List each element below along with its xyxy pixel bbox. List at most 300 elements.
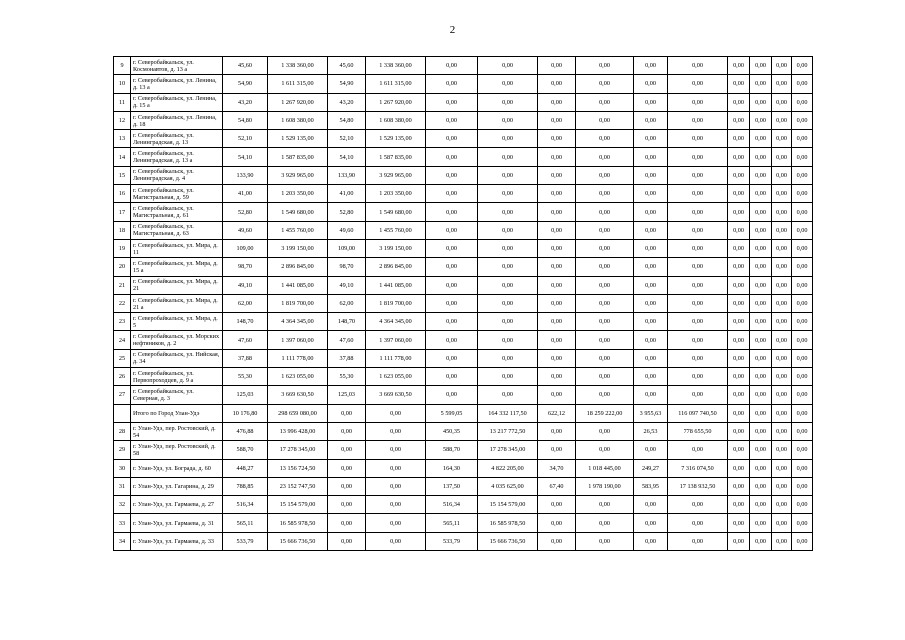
value-cell: 0,00 [772, 294, 792, 312]
value-cell: 1 397 060,00 [366, 331, 426, 349]
value-cell: 16 585 978,50 [268, 514, 328, 532]
value-cell: 1 111 778,00 [268, 349, 328, 367]
value-cell: 0,00 [538, 57, 576, 75]
value-cell: 54,10 [328, 148, 366, 166]
value-cell: 4 822 205,00 [478, 459, 538, 477]
value-cell: 0,00 [576, 166, 634, 184]
value-cell: 15 154 579,00 [268, 496, 328, 514]
value-cell: 3 199 150,00 [268, 239, 328, 257]
total-row [114, 404, 813, 422]
value-cell: 583,95 [634, 477, 668, 495]
value-cell: 0,00 [772, 331, 792, 349]
value-cell: 0,00 [328, 404, 366, 422]
row-number-cell [114, 404, 131, 422]
value-cell: 0,00 [668, 294, 728, 312]
table-row [114, 93, 813, 111]
row-number-cell: 19 [114, 239, 131, 257]
address-cell: г. Улан-Удэ, пер. Ростовский, д. 58 [131, 441, 223, 459]
value-cell: 1 018 445,00 [576, 459, 634, 477]
value-cell: 476,88 [223, 422, 268, 440]
value-cell: 0,00 [668, 276, 728, 294]
value-cell: 0,00 [728, 422, 750, 440]
value-cell: 133,90 [223, 166, 268, 184]
value-cell: 0,00 [538, 239, 576, 257]
value-cell: 0,00 [328, 477, 366, 495]
value-cell: 0,00 [538, 111, 576, 129]
value-cell: 0,00 [750, 349, 772, 367]
value-cell: 0,00 [328, 514, 366, 532]
table-row [114, 331, 813, 349]
value-cell: 0,00 [668, 221, 728, 239]
address-cell: г. Северобайкальск, ул. Мира, д. 21 [131, 276, 223, 294]
address-cell: г. Северобайкальск, ул. Мира, д. 21 а [131, 294, 223, 312]
address-cell: г. Улан-Удэ, ул. Гармаева, д. 31 [131, 514, 223, 532]
value-cell: 0,00 [478, 166, 538, 184]
table-row [114, 57, 813, 75]
value-cell: 0,00 [634, 386, 668, 404]
value-cell: 1 608 380,00 [268, 111, 328, 129]
value-cell: 0,00 [478, 276, 538, 294]
address-cell: г. Северобайкальск, ул. Мира, д. 15 а [131, 258, 223, 276]
value-cell: 0,00 [750, 477, 772, 495]
value-cell: 0,00 [772, 404, 792, 422]
value-cell: 1 549 680,00 [268, 203, 328, 221]
value-cell: 0,00 [668, 239, 728, 257]
value-cell: 62,00 [328, 294, 366, 312]
value-cell: 0,00 [634, 111, 668, 129]
address-cell: г. Улан-Удэ, пер. Ростовский, д. 54 [131, 422, 223, 440]
value-cell: 49,60 [223, 221, 268, 239]
value-cell: 0,00 [792, 441, 813, 459]
value-cell: 0,00 [728, 404, 750, 422]
row-number-cell: 11 [114, 93, 131, 111]
value-cell: 0,00 [366, 441, 426, 459]
value-cell: 0,00 [792, 496, 813, 514]
value-cell: 0,00 [328, 459, 366, 477]
value-cell: 26,53 [634, 422, 668, 440]
value-cell: 0,00 [538, 203, 576, 221]
value-cell: 109,00 [328, 239, 366, 257]
value-cell: 0,00 [772, 422, 792, 440]
value-cell: 0,00 [792, 185, 813, 203]
value-cell: 0,00 [576, 386, 634, 404]
value-cell: 0,00 [772, 276, 792, 294]
address-cell: г. Северобайкальск, ул. Ленинградская, д. 4 [131, 166, 223, 184]
value-cell: 0,00 [772, 93, 792, 111]
value-cell: 0,00 [634, 203, 668, 221]
value-cell: 0,00 [792, 258, 813, 276]
row-number-cell: 30 [114, 459, 131, 477]
value-cell: 0,00 [728, 331, 750, 349]
value-cell: 0,00 [792, 148, 813, 166]
value-cell: 1 455 760,00 [366, 221, 426, 239]
value-cell: 17 278 345,00 [478, 441, 538, 459]
value-cell: 0,00 [538, 422, 576, 440]
value-cell: 0,00 [576, 532, 634, 550]
value-cell: 0,00 [576, 57, 634, 75]
value-cell: 0,00 [538, 532, 576, 550]
value-cell: 0,00 [772, 258, 792, 276]
value-cell: 0,00 [328, 441, 366, 459]
address-cell: г. Северобайкальск, ул. Ленинградская, д. 13 а [131, 148, 223, 166]
value-cell: 0,00 [576, 258, 634, 276]
value-cell: 3 929 965,00 [366, 166, 426, 184]
value-cell: 1 267 920,00 [268, 93, 328, 111]
value-cell: 0,00 [728, 349, 750, 367]
value-cell: 0,00 [426, 239, 478, 257]
value-cell: 23 152 747,50 [268, 477, 328, 495]
row-number-cell: 10 [114, 75, 131, 93]
value-cell: 0,00 [772, 459, 792, 477]
value-cell: 0,00 [426, 386, 478, 404]
value-cell: 0,00 [538, 276, 576, 294]
table-row [114, 203, 813, 221]
value-cell: 41,00 [223, 185, 268, 203]
value-cell: 0,00 [668, 258, 728, 276]
address-cell: г. Северобайкальск, ул. Первопроходцев, д. 9 а [131, 368, 223, 386]
value-cell: 565,11 [426, 514, 478, 532]
value-cell: 0,00 [426, 75, 478, 93]
value-cell: 0,00 [576, 496, 634, 514]
value-cell: 0,00 [634, 130, 668, 148]
value-cell: 0,00 [728, 57, 750, 75]
table-row [114, 294, 813, 312]
value-cell: 1 549 680,00 [366, 203, 426, 221]
value-cell: 1 111 778,00 [366, 349, 426, 367]
value-cell: 0,00 [634, 166, 668, 184]
value-cell: 0,00 [750, 404, 772, 422]
value-cell: 0,00 [668, 130, 728, 148]
value-cell: 0,00 [426, 57, 478, 75]
value-cell: 0,00 [538, 331, 576, 349]
value-cell: 0,00 [426, 148, 478, 166]
value-cell: 0,00 [728, 221, 750, 239]
value-cell: 1 338 360,00 [268, 57, 328, 75]
value-cell: 0,00 [728, 441, 750, 459]
value-cell: 0,00 [750, 75, 772, 93]
value-cell: 0,00 [750, 130, 772, 148]
value-cell: 1 819 700,00 [268, 294, 328, 312]
value-cell: 0,00 [538, 130, 576, 148]
value-cell: 0,00 [750, 166, 772, 184]
value-cell: 0,00 [750, 532, 772, 550]
value-cell: 54,90 [328, 75, 366, 93]
value-cell: 18 259 222,00 [576, 404, 634, 422]
address-cell: г. Северобайкальск, ул. Морских нефтяников, д. 2 [131, 331, 223, 349]
value-cell: 1 441 085,00 [366, 276, 426, 294]
value-cell: 62,00 [223, 294, 268, 312]
value-cell: 1 819 700,00 [366, 294, 426, 312]
value-cell: 13 156 724,50 [268, 459, 328, 477]
value-cell: 0,00 [634, 331, 668, 349]
value-cell: 1 529 135,00 [268, 130, 328, 148]
value-cell: 0,00 [792, 386, 813, 404]
value-cell: 0,00 [792, 294, 813, 312]
value-cell: 0,00 [634, 441, 668, 459]
address-cell: г. Улан-Удэ, ул. Гармаева, д. 27 [131, 496, 223, 514]
value-cell: 0,00 [478, 239, 538, 257]
row-number-cell: 23 [114, 313, 131, 331]
value-cell: 0,00 [728, 258, 750, 276]
value-cell: 1 978 190,00 [576, 477, 634, 495]
value-cell: 0,00 [750, 331, 772, 349]
value-cell: 0,00 [366, 532, 426, 550]
value-cell: 0,00 [668, 57, 728, 75]
row-number-cell: 15 [114, 166, 131, 184]
value-cell: 15 666 736,50 [478, 532, 538, 550]
value-cell: 0,00 [728, 532, 750, 550]
value-cell: 0,00 [750, 258, 772, 276]
value-cell: 0,00 [668, 514, 728, 532]
value-cell: 0,00 [426, 313, 478, 331]
table-row [114, 111, 813, 129]
table-row [114, 313, 813, 331]
address-cell: г. Улан-Удэ, ул. Гармаева, д. 33 [131, 532, 223, 550]
row-number-cell: 27 [114, 386, 131, 404]
value-cell: 0,00 [576, 111, 634, 129]
table-row [114, 239, 813, 257]
value-cell: 3 929 965,00 [268, 166, 328, 184]
value-cell: 450,35 [426, 422, 478, 440]
value-cell: 1 267 920,00 [366, 93, 426, 111]
value-cell: 17 278 345,00 [268, 441, 328, 459]
value-cell: 10 176,80 [223, 404, 268, 422]
value-cell: 45,60 [223, 57, 268, 75]
value-cell: 0,00 [634, 368, 668, 386]
value-cell: 52,10 [223, 130, 268, 148]
row-number-cell: 29 [114, 441, 131, 459]
value-cell: 0,00 [328, 422, 366, 440]
value-cell: 0,00 [538, 368, 576, 386]
value-cell: 0,00 [576, 130, 634, 148]
value-cell: 0,00 [478, 57, 538, 75]
value-cell: 0,00 [634, 239, 668, 257]
value-cell: 0,00 [728, 368, 750, 386]
value-cell: 0,00 [478, 368, 538, 386]
address-cell: г. Северобайкальск, ул. Ленина, д. 13 а [131, 75, 223, 93]
value-cell: 0,00 [576, 239, 634, 257]
value-cell: 133,90 [328, 166, 366, 184]
value-cell: 0,00 [750, 239, 772, 257]
table-row [114, 386, 813, 404]
value-cell: 0,00 [426, 368, 478, 386]
value-cell: 0,00 [576, 441, 634, 459]
value-cell: 0,00 [634, 57, 668, 75]
value-cell: 0,00 [478, 386, 538, 404]
value-cell: 0,00 [668, 441, 728, 459]
value-cell: 0,00 [792, 514, 813, 532]
value-cell: 164,30 [426, 459, 478, 477]
value-cell: 0,00 [366, 459, 426, 477]
value-cell: 1 611 315,00 [366, 75, 426, 93]
value-cell: 52,10 [328, 130, 366, 148]
row-number-cell: 22 [114, 294, 131, 312]
value-cell: 0,00 [426, 221, 478, 239]
value-cell: 43,20 [328, 93, 366, 111]
value-cell: 47,60 [223, 331, 268, 349]
value-cell: 0,00 [728, 185, 750, 203]
value-cell: 0,00 [792, 331, 813, 349]
value-cell: 0,00 [634, 75, 668, 93]
value-cell: 0,00 [728, 148, 750, 166]
value-cell: 2 896 845,00 [366, 258, 426, 276]
value-cell: 0,00 [634, 349, 668, 367]
value-cell: 0,00 [772, 148, 792, 166]
value-cell: 98,70 [328, 258, 366, 276]
value-cell: 1 587 835,00 [366, 148, 426, 166]
value-cell: 0,00 [750, 496, 772, 514]
value-cell: 0,00 [728, 130, 750, 148]
value-cell: 0,00 [792, 75, 813, 93]
address-cell: г. Северобайкальск, ул. Северная, д. 3 [131, 386, 223, 404]
address-cell: г. Северобайкальск, ул. Мира, д. 5 [131, 313, 223, 331]
value-cell: 0,00 [668, 75, 728, 93]
value-cell: 0,00 [750, 459, 772, 477]
value-cell: 0,00 [366, 514, 426, 532]
value-cell: 516,34 [223, 496, 268, 514]
value-cell: 0,00 [538, 75, 576, 93]
value-cell: 0,00 [792, 276, 813, 294]
value-cell: 0,00 [478, 331, 538, 349]
value-cell: 0,00 [576, 276, 634, 294]
value-cell: 54,90 [223, 75, 268, 93]
value-cell: 13 996 428,00 [268, 422, 328, 440]
value-cell: 0,00 [750, 294, 772, 312]
value-cell: 0,00 [426, 203, 478, 221]
table-row [114, 477, 813, 495]
table-row [114, 130, 813, 148]
row-number-cell: 21 [114, 276, 131, 294]
value-cell: 0,00 [668, 313, 728, 331]
value-cell: 0,00 [792, 221, 813, 239]
value-cell: 1 203 350,00 [268, 185, 328, 203]
value-cell: 1 623 055,00 [268, 368, 328, 386]
value-cell: 54,10 [223, 148, 268, 166]
value-cell: 0,00 [426, 294, 478, 312]
value-cell: 0,00 [772, 130, 792, 148]
address-cell: г. Северобайкальск, ул. Ленина, д. 18 [131, 111, 223, 129]
value-cell: 0,00 [772, 221, 792, 239]
value-cell: 0,00 [750, 313, 772, 331]
value-cell: 7 316 074,50 [668, 459, 728, 477]
value-cell: 0,00 [576, 148, 634, 166]
value-cell: 0,00 [576, 185, 634, 203]
value-cell: 0,00 [728, 459, 750, 477]
value-cell: 0,00 [772, 313, 792, 331]
value-cell: 0,00 [750, 148, 772, 166]
value-cell: 0,00 [538, 514, 576, 532]
value-cell: 137,50 [426, 477, 478, 495]
value-cell: 41,00 [328, 185, 366, 203]
value-cell: 1 611 315,00 [268, 75, 328, 93]
value-cell: 0,00 [772, 477, 792, 495]
row-number-cell: 17 [114, 203, 131, 221]
value-cell: 0,00 [728, 514, 750, 532]
row-number-cell: 26 [114, 368, 131, 386]
value-cell: 109,00 [223, 239, 268, 257]
value-cell: 0,00 [728, 294, 750, 312]
value-cell: 0,00 [478, 313, 538, 331]
page-number: 2 [449, 24, 456, 36]
table-row [114, 532, 813, 550]
value-cell: 0,00 [772, 386, 792, 404]
value-cell: 0,00 [668, 331, 728, 349]
value-cell: 54,80 [223, 111, 268, 129]
value-cell: 0,00 [772, 203, 792, 221]
value-cell: 0,00 [728, 496, 750, 514]
value-cell: 0,00 [750, 514, 772, 532]
value-cell: 0,00 [538, 496, 576, 514]
value-cell: 0,00 [478, 203, 538, 221]
value-cell: 0,00 [426, 276, 478, 294]
value-cell: 0,00 [750, 441, 772, 459]
value-cell: 0,00 [576, 75, 634, 93]
row-number-cell: 18 [114, 221, 131, 239]
value-cell: 622,12 [538, 404, 576, 422]
value-cell: 0,00 [792, 459, 813, 477]
value-cell: 15 666 736,50 [268, 532, 328, 550]
value-cell: 0,00 [668, 386, 728, 404]
value-cell: 0,00 [792, 349, 813, 367]
row-number-cell: 24 [114, 331, 131, 349]
value-cell: 0,00 [750, 57, 772, 75]
value-cell: 4 364 345,00 [268, 313, 328, 331]
value-cell: 0,00 [478, 93, 538, 111]
value-cell: 0,00 [728, 203, 750, 221]
value-cell: 2 896 845,00 [268, 258, 328, 276]
row-number-cell: 12 [114, 111, 131, 129]
value-cell: 0,00 [728, 166, 750, 184]
value-cell: 0,00 [478, 294, 538, 312]
value-cell: 125,03 [328, 386, 366, 404]
table-row [114, 368, 813, 386]
value-cell: 0,00 [576, 331, 634, 349]
value-cell: 0,00 [668, 496, 728, 514]
value-cell: 0,00 [634, 532, 668, 550]
value-cell: 0,00 [478, 130, 538, 148]
address-cell: г. Северобайкальск, ул. Мира, д. 11 [131, 239, 223, 257]
value-cell: 778 655,50 [668, 422, 728, 440]
value-cell: 0,00 [728, 75, 750, 93]
value-cell: 0,00 [772, 441, 792, 459]
value-cell: 0,00 [538, 258, 576, 276]
value-cell: 55,30 [328, 368, 366, 386]
value-cell: 1 587 835,00 [268, 148, 328, 166]
value-cell: 0,00 [772, 57, 792, 75]
table-row [114, 441, 813, 459]
value-cell: 0,00 [772, 349, 792, 367]
row-number-cell: 16 [114, 185, 131, 203]
table-row [114, 514, 813, 532]
value-cell: 0,00 [772, 514, 792, 532]
value-cell: 3 669 630,50 [366, 386, 426, 404]
value-cell: 0,00 [668, 368, 728, 386]
value-cell: 125,03 [223, 386, 268, 404]
value-cell: 0,00 [576, 349, 634, 367]
value-cell: 4 035 625,00 [478, 477, 538, 495]
value-cell: 788,85 [223, 477, 268, 495]
value-cell: 0,00 [792, 477, 813, 495]
value-cell: 3 199 150,00 [366, 239, 426, 257]
value-cell: 0,00 [634, 313, 668, 331]
value-cell: 34,70 [538, 459, 576, 477]
value-cell: 0,00 [576, 368, 634, 386]
address-cell: г. Северобайкальск, ул. Нийская, д. 34 [131, 349, 223, 367]
table-row [114, 258, 813, 276]
value-cell: 0,00 [792, 111, 813, 129]
value-cell: 0,00 [538, 93, 576, 111]
value-cell: 1 397 060,00 [268, 331, 328, 349]
